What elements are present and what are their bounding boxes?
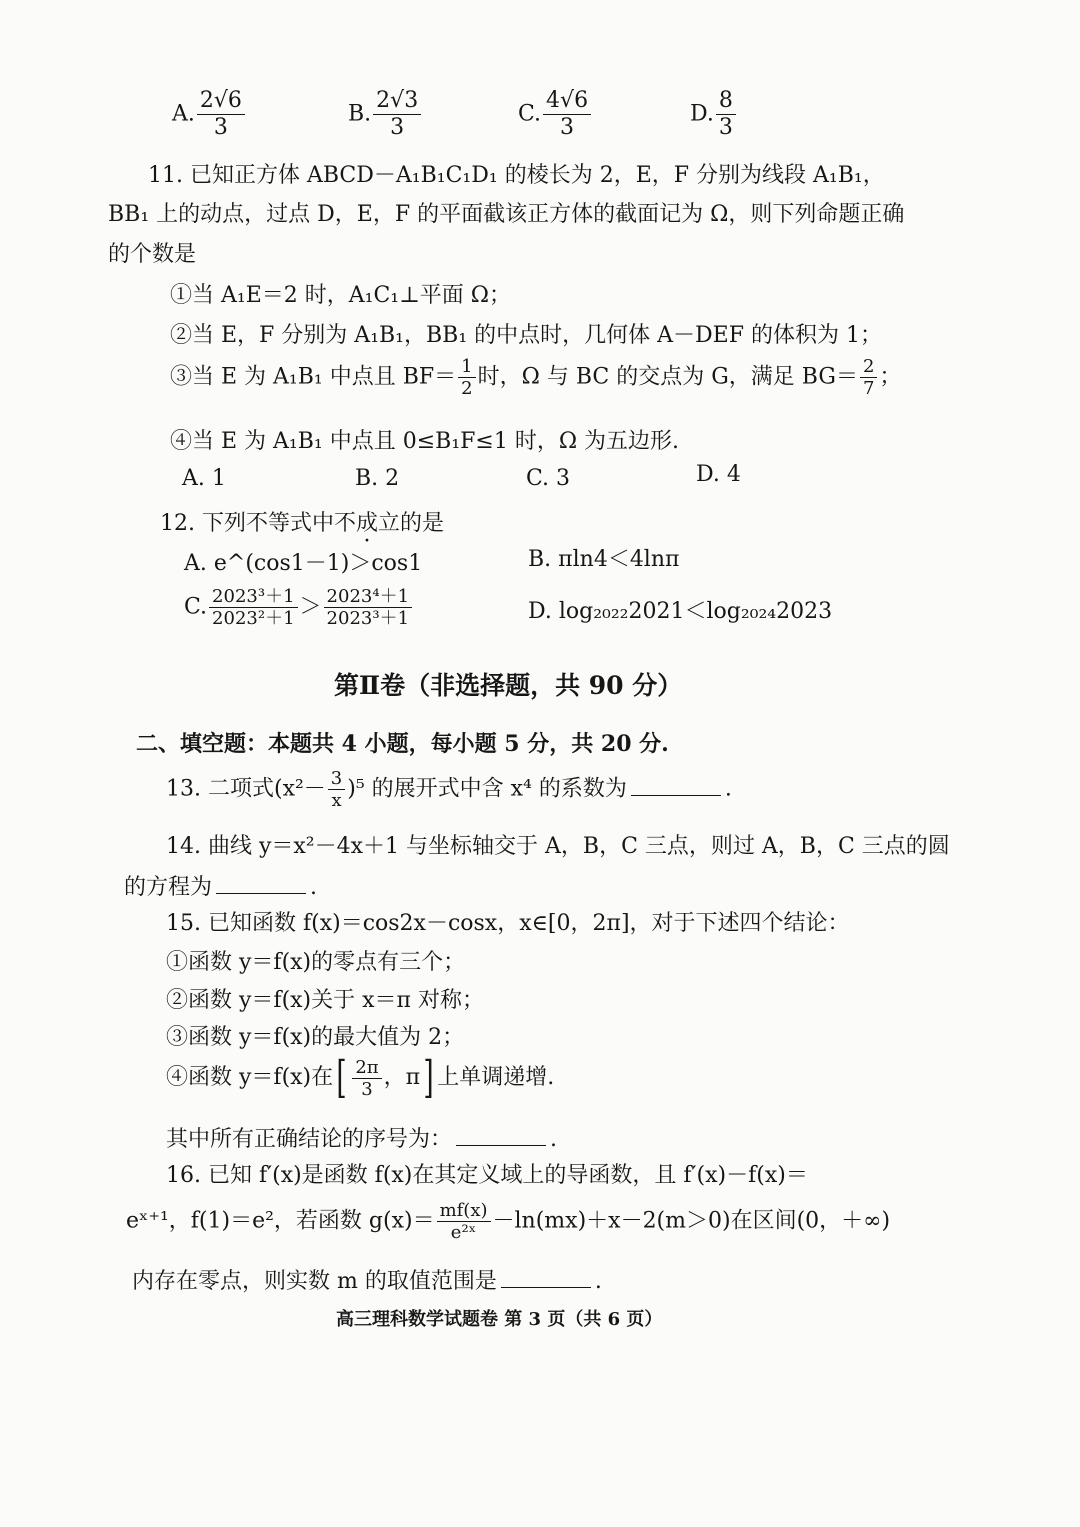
- q11-stem-line1: 11. 已知正方体 ABCD－A₁B₁C₁D₁ 的棱长为 2，E，F 分别为线段 A₁B₁，: [148, 163, 885, 188]
- q11-option-c: C. 3: [526, 466, 571, 491]
- q11-option-d: D. 4: [696, 462, 741, 487]
- q12-stem: 12. 下列不等式中不成立的是: [160, 511, 445, 536]
- q12-option-a: A. e^(cos1－1)＞cos1: [184, 551, 423, 576]
- answer-blank: [501, 1267, 591, 1288]
- answer-blank: [216, 873, 306, 894]
- q11-option-a: A. 1: [182, 466, 226, 491]
- q12-option-c: C. $\frac{\text{2023³＋1}}{\text{2023²＋1}}$ ＞ $\frac{\text{2023⁴＋1}}{\text{2023³＋1}}$: [184, 586, 414, 629]
- q16-stem-line3: 内存在零点，则实数 m 的取值范围是 .: [132, 1269, 602, 1294]
- page-footer: 高三理科数学试题卷 第 3 页（共 6 页）: [336, 1309, 663, 1330]
- answer-blank: [631, 775, 721, 796]
- q11-stem-line2: BB₁ 上的动点，过点 D，E，F 的平面截该正方体的截面记为 Ω，则下列命题正确: [108, 202, 905, 227]
- q15-statement-4: ④函数 y＝f(x)在[ $\frac{2\pi}{3}$ ，π] 上单调递增.: [166, 1052, 555, 1103]
- q11-statement-3: ③当 E 为 A₁B₁ 中点且 BF＝ $\frac{1}{2}$ 时，Ω 与 BC 的交点为 G，满足 BG＝ $\frac{2}{7}$ ；: [170, 356, 902, 399]
- q11-option-b: B. 2: [355, 466, 400, 491]
- q15-ask: 其中所有正确结论的序号为： .: [166, 1127, 558, 1152]
- section-heading: 二、填空题：本题共 4 小题，每小题 5 分，共 20 分.: [136, 731, 669, 757]
- q16-stem-line2: eˣ⁺¹，f(1)＝e²，若函数 g(x)＝ $\frac{mf(x)}{\text{e²ˣ}}$ －ln(mx)＋x－2(m＞0)在区间(0，＋∞): [126, 1200, 891, 1243]
- q15-statement-2: ②函数 y＝f(x)关于 x＝π 对称；: [166, 988, 484, 1013]
- q11-stem-line3: 的个数是: [108, 242, 197, 267]
- left-bracket: [: [336, 1052, 347, 1103]
- q15-statement-3: ③函数 y＝f(x)的最大值为 2；: [166, 1025, 465, 1050]
- q13-stem: 13. 二项式(x²－ $\frac{3}{x}$ )⁵ 的展开式中含 x⁴ 的系数为 .: [166, 768, 732, 811]
- q10-option-b: B. $\frac{2√3}{3}$: [348, 88, 423, 141]
- q12-option-b: B. πln4＜4lnπ: [528, 547, 680, 572]
- q11-statement-1: ①当 A₁E＝2 时，A₁C₁⊥平面 Ω；: [170, 283, 512, 308]
- q15-statement-1: ①函数 y＝f(x)的零点有三个；: [166, 950, 466, 975]
- q10-option-d: D. $\frac{8}{3}$: [690, 88, 738, 141]
- q16-stem-line1: 16. 已知 f′(x)是函数 f(x)在其定义域上的导函数，且 f′(x)－f(x)＝: [166, 1163, 808, 1188]
- q14-stem-line1: 14. 曲线 y＝x²－4x＋1 与坐标轴交于 A，B，C 三点，则过 A，B，C 三点的圆: [166, 834, 950, 859]
- q15-stem: 15. 已知函数 f(x)＝cos2x－cosx，x∈[0，2π]，对于下述四个结论：: [166, 911, 850, 936]
- q11-statement-2: ②当 E，F 分别为 A₁B₁，BB₁ 的中点时，几何体 A－DEF 的体积为 1；: [170, 323, 882, 348]
- q10-option-c: C. $\frac{4√6}{3}$: [518, 88, 593, 141]
- q12-option-d: D. log₂₀₂₂2021＜log₂₀₂₄2023: [528, 599, 833, 624]
- right-bracket: ]: [423, 1052, 434, 1103]
- answer-blank: [456, 1125, 546, 1146]
- q10-option-a: A. $\frac{2√6}{3}$: [172, 88, 247, 141]
- emphasis-dots: 不成立: [333, 511, 400, 536]
- part2-title: 第Ⅱ卷（非选择题，共 90 分）: [334, 671, 683, 700]
- q11-statement-4: ④当 E 为 A₁B₁ 中点且 0≤B₁F≤1 时，Ω 为五边形.: [170, 429, 680, 454]
- q14-stem-line2: 的方程为 .: [124, 875, 318, 900]
